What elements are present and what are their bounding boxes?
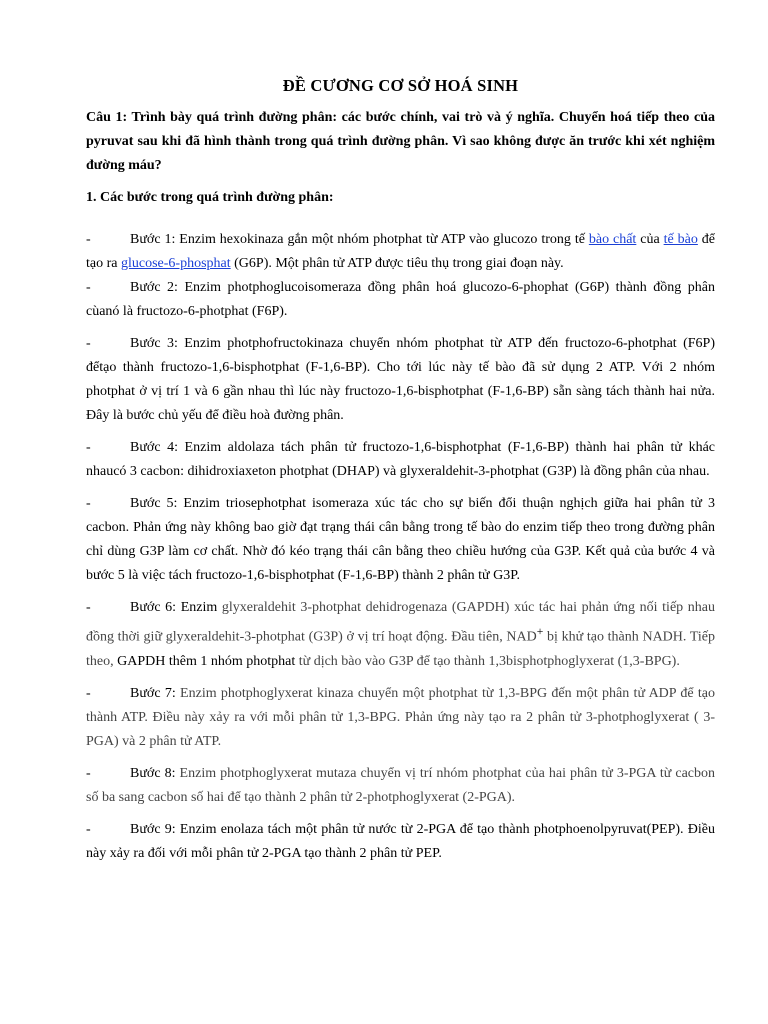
- step-text: bị khử tạo thành NADH. Tiếp theo,: [86, 629, 715, 669]
- step-3: [86, 332, 715, 428]
- list-dash: -: [86, 765, 91, 781]
- section-heading: 1. Các bước trong quá trình đường phân:: [86, 190, 334, 205]
- question-1: Câu 1: Trình bày quá trình đường phân: các bước chính, vai trò và ý nghĩa. Chuyển hoá tiếp theo của pyruvat sau khi đã hình thành trong quá trình đường phân. Vì sao không được ăn trước khi xét nghiệm đường máu?: [86, 110, 715, 173]
- superscript-plus: +: [536, 625, 544, 638]
- step-label: Bước 1:: [130, 232, 176, 247]
- document-page: [86, 76, 715, 874]
- step-text: glyxeraldehit 3-photphat dehidrogenaza (GAPDH) xúc tác hai phản ứng nối tiếp nhau đồng thời giữ glyxeraldehit-3-photphat (G3P) ở vị trí hoạt động. Đầu tiên, NAD: [86, 600, 715, 645]
- step-text: Enzim photphoglyxerat kinaza chuyển một photphat từ 1,3-BPG đến một phân tử ADP để tạo thành ATP. Điều này xảy ra với mỗi phân tử 1,3-BPG. Phản ứng này tạo ra 2 phân tử 3-photphoglyxerat ( 3-PGA) và 2 phân tử ATP.: [86, 685, 715, 749]
- step-2: [86, 276, 715, 324]
- step-text: của: [636, 232, 664, 247]
- step-label: Bước 4:: [130, 440, 178, 455]
- step-label: Bước 3:: [130, 336, 178, 351]
- step-4: [86, 436, 715, 484]
- step-text: từ dịch bào vào G3P để tạo thành 1,3bisphotphoglyxerat (1,3-BPG).: [295, 653, 680, 669]
- document-title: ĐỀ CƯƠNG CƠ SỞ HOÁ SINH: [282, 76, 519, 95]
- step-text: Enzim photphofructokinaza chuyển nhóm photphat từ ATP đến fructozo-6-photphat (F6P) đểtạo thành fructozo-1,6-bisphotphat (F-1,6-BP). Cho tới lúc này tế bào đã sử dụng 2 ATP. Với 2 nhóm photphat ở vị trí 1 và 6 gần nhau thì lúc này fructozo-1,6-bisphotphat (F-1,6-BP) sẵn sàng tách thành hai nửa. Đây là bước chủ yếu để điều hoà đường phân.: [86, 336, 716, 423]
- step-text: Enzim photphoglucoisomeraza đồng phân hoá glucozo-6-phophat (G6P) thành đồng phân cùanó là fructozo-6-photphat (F6P).: [86, 280, 716, 319]
- list-dash: -: [86, 280, 91, 295]
- step-label: Bước 2:: [130, 280, 178, 295]
- step-5: [86, 492, 715, 588]
- step-label: Bước 8:: [130, 765, 176, 781]
- list-dash: -: [86, 496, 91, 511]
- step-label: Bước 6:: [130, 600, 177, 615]
- step-text: Enzim aldolaza tách phân tử fructozo-1,6-bisphotphat (F-1,6-BP) thành hai phân tử khác nhaucó 3 cacbon: dihidroxiaxeton photphat (DHAP) và glyxeraldehit-3-photphat (G3P) là đồng phân của nhau.: [86, 440, 716, 479]
- list-dash: -: [86, 685, 91, 701]
- step-text-emphasis: GAPDH thêm 1 nhóm photphat: [117, 653, 296, 669]
- step-text: Enzim hexokinaza gắn một nhóm photphat từ ATP vào glucozo trong tế: [175, 232, 589, 247]
- step-8: [86, 762, 715, 810]
- step-text: Enzim enolaza tách một phân tử nước từ 2-PGA để tạo thành photphoenolpyruvat(PEP). Điều này xảy ra đối với mỗi phân tử 2-PGA tạo thành 2 phân tử PEP.: [86, 821, 715, 861]
- list-dash: -: [86, 336, 91, 351]
- step-text: Enzim photphoglyxerat mutaza chuyển vị trí nhóm photphat của hai phân tử 3-PGA từ cacbon số ba sang cacbon số hai để tạo thành 2 phân tử 2-photphoglyxerat (2-PGA).: [86, 765, 715, 805]
- step-label: Bước 7:: [130, 685, 176, 701]
- link-bao-chat[interactable]: bào chất: [588, 232, 637, 247]
- step-6: [86, 596, 715, 674]
- step-label: Bước 9:: [130, 821, 176, 837]
- step-text: Enzim triosephotphat isomeraza xúc tác cho sự biến đổi thuận nghịch giữa hai phân tử 3 cacbon. Phản ứng này không bao giờ đạt trạng thái cân bằng trong tế bào do enzim tiếp theo trong đường phân chỉ dùng G3P làm cơ chất. Nhờ đó kéo trạng thái cân bằng theo chiều hướng của G3P. Kết quả của bước 4 và bước 5 là việc tách fructozo-1,6-bisphotphat (F-1,6-BP) thành 2 phân tử G3P.: [86, 496, 715, 583]
- link-glucose-6-phosphat[interactable]: glucose-6-phosphat: [120, 256, 231, 271]
- list-dash: -: [86, 440, 91, 455]
- list-dash: -: [86, 232, 91, 247]
- step-9: [86, 818, 715, 866]
- link-te-bao[interactable]: tế bào: [663, 232, 698, 247]
- step-7: [86, 682, 715, 754]
- step-label: Bước 5:: [130, 496, 178, 511]
- list-dash: -: [86, 600, 91, 615]
- step-text: để tạo ra: [86, 232, 716, 271]
- step-1: [86, 228, 715, 276]
- step-text: (G6P). Một phân tử ATP được tiêu thụ trong giai đoạn này.: [230, 256, 564, 271]
- list-dash: -: [86, 821, 91, 837]
- step-text: Enzim: [176, 600, 222, 615]
